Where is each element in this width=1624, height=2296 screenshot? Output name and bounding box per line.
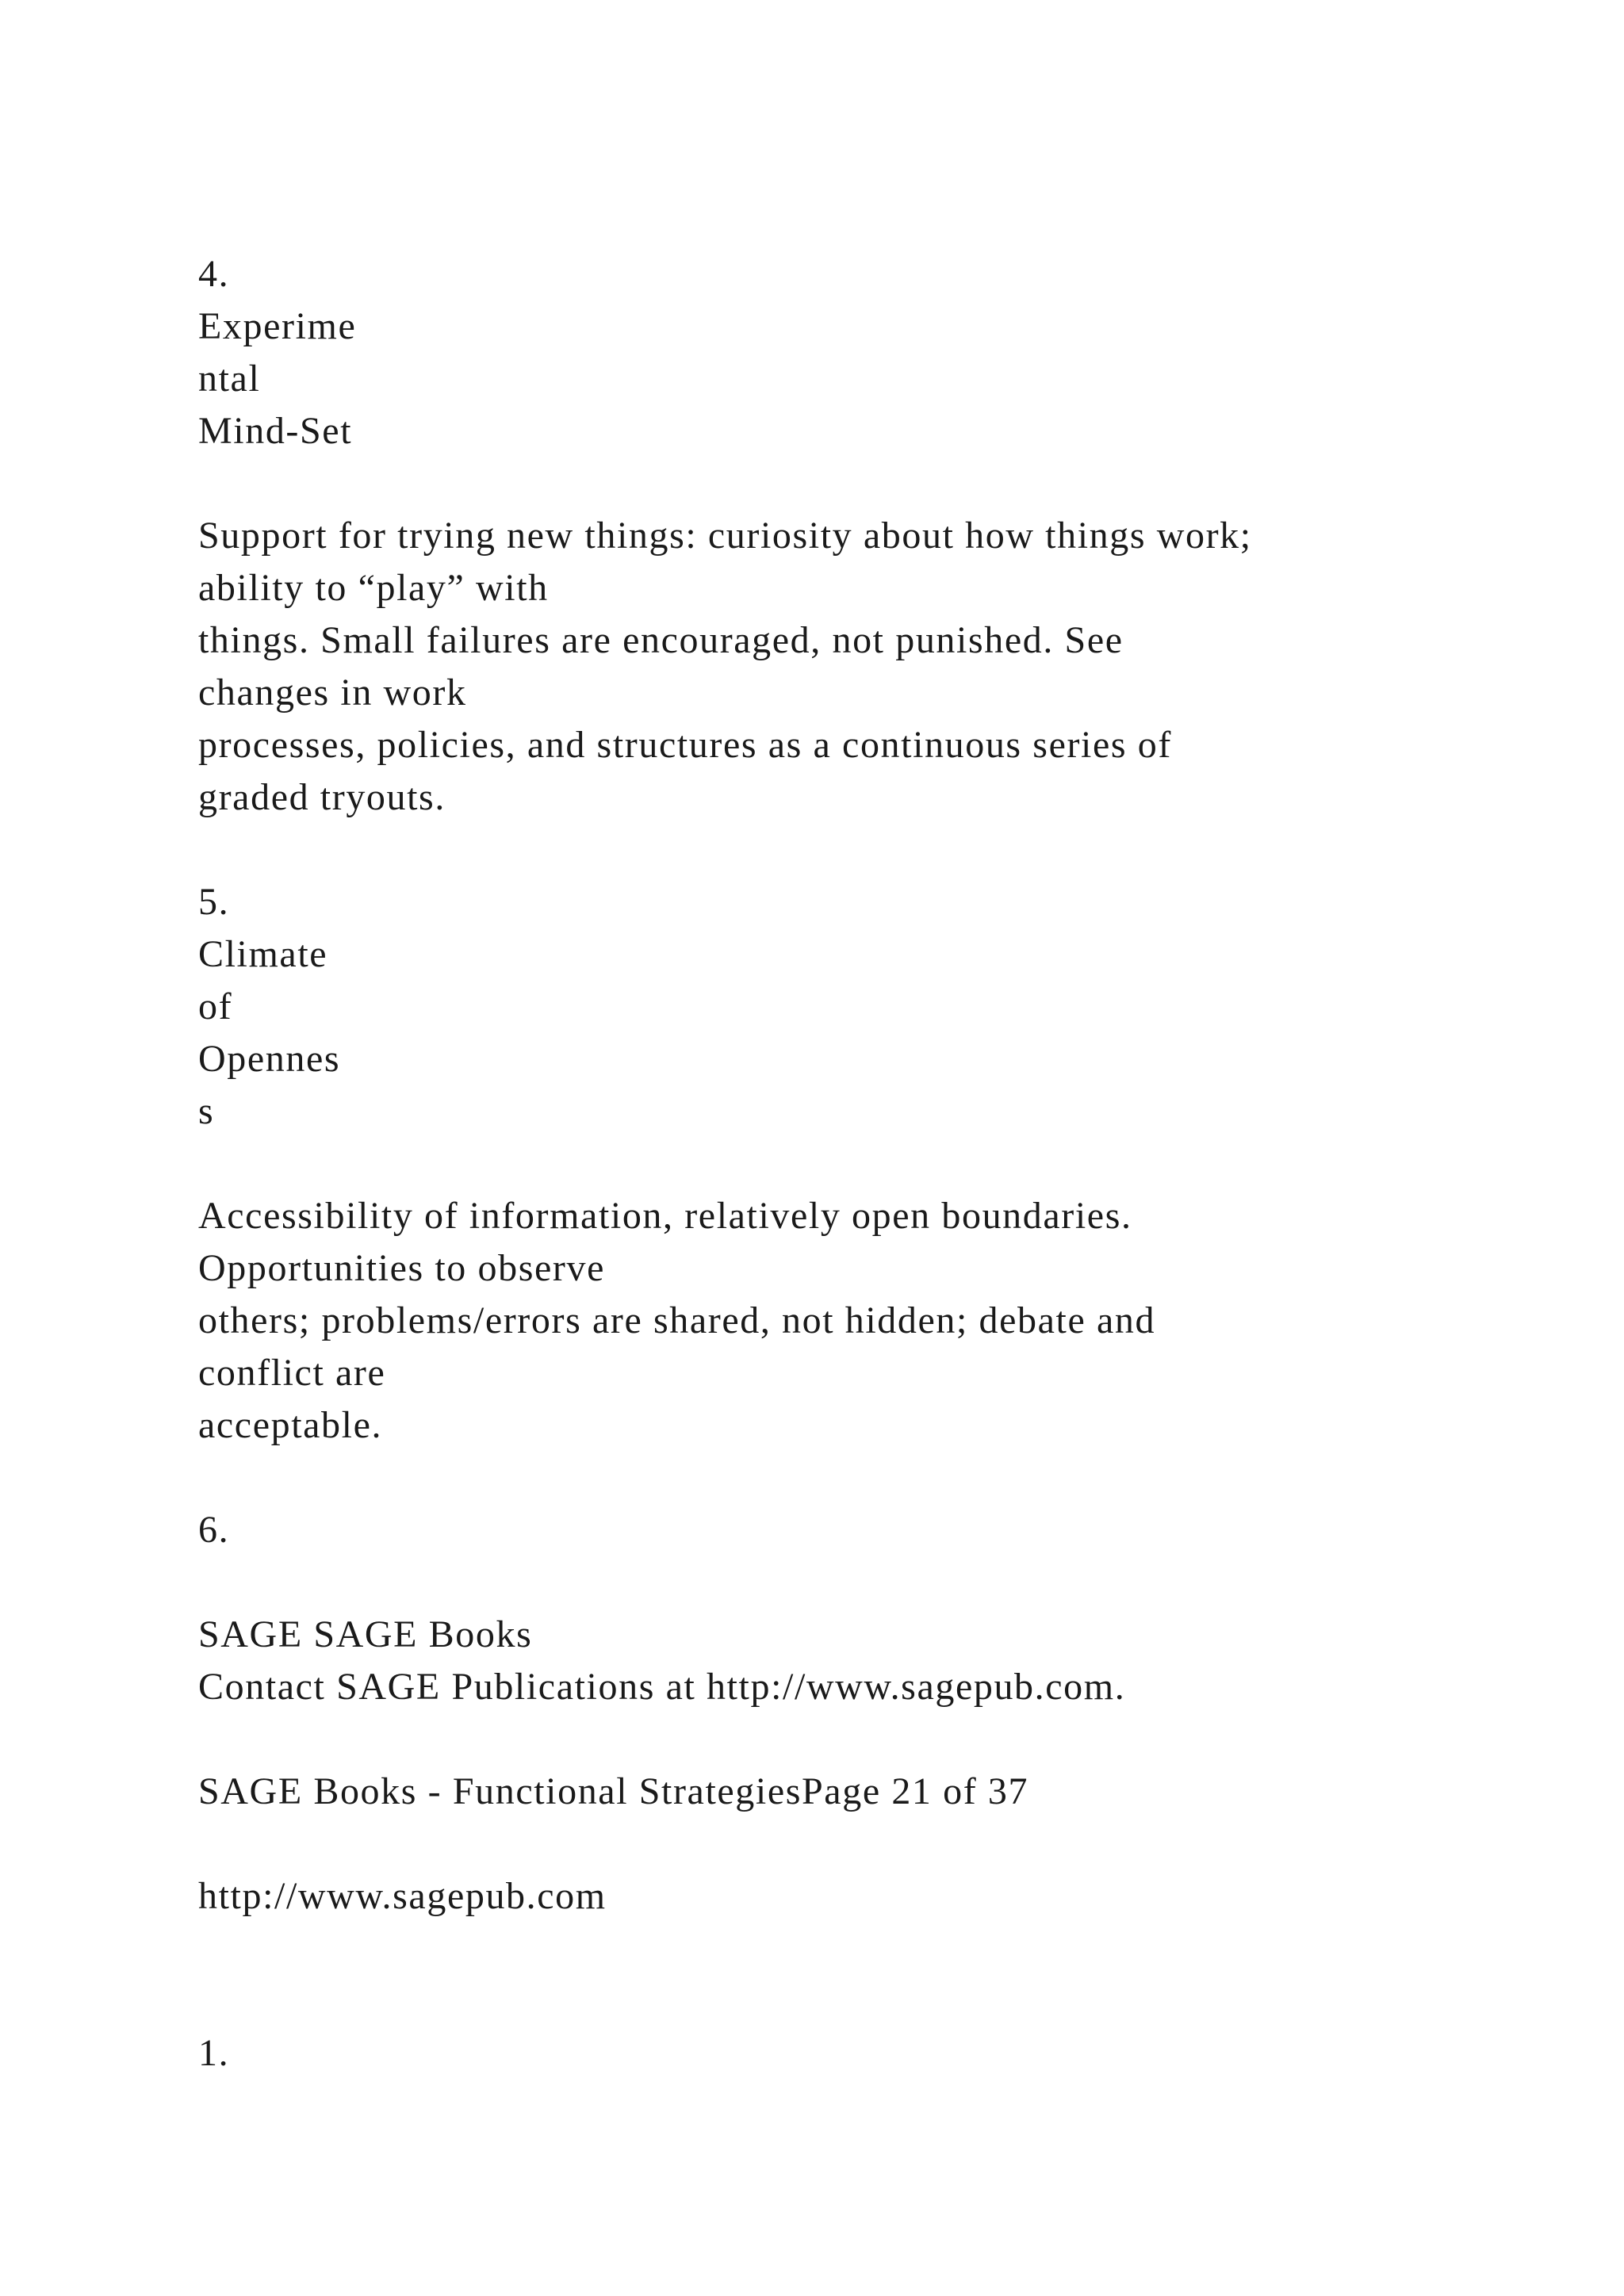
- next-item-number: 1.: [198, 2032, 230, 2074]
- item-6-number: 6.: [198, 1509, 230, 1551]
- item-5-number: 5.: [198, 881, 230, 923]
- item-5-heading-line-3: Opennes: [198, 1038, 341, 1080]
- item-4-heading-line-2: ntal: [198, 358, 261, 400]
- footer-contact: Contact SAGE Publications at http://www.sagepub.com.: [198, 1666, 1126, 1708]
- item-4-body-line-3: things. Small failures are encouraged, not punished. See: [198, 619, 1124, 661]
- item-5-body-line-2: Opportunities to observe: [198, 1247, 605, 1289]
- item-4-heading-line-1: Experime: [198, 305, 357, 347]
- item-5-heading-line-1: Climate: [198, 933, 328, 975]
- item-5-body-line-3: others; problems/errors are shared, not hidden; debate and: [198, 1299, 1156, 1341]
- item-4-body-line-2: ability to “play” with: [198, 567, 549, 609]
- item-4-number: 4.: [198, 253, 230, 295]
- footer-url: http://www.sagepub.com: [198, 1875, 607, 1917]
- footer-publisher: SAGE SAGE Books: [198, 1613, 533, 1655]
- item-5-body-line-5: acceptable.: [198, 1404, 383, 1446]
- item-4-body-line-5: processes, policies, and structures as a continuous series of: [198, 724, 1172, 766]
- item-5-body-line-4: conflict are: [198, 1352, 386, 1394]
- item-4-heading-line-3: Mind-Set: [198, 410, 353, 452]
- item-5-body-line-1: Accessibility of information, relatively open boundaries.: [198, 1195, 1132, 1237]
- footer-page-info: SAGE Books - Functional StrategiesPage 21 of 37: [198, 1770, 1029, 1812]
- item-4-body-line-1: Support for trying new things: curiosity about how things work;: [198, 515, 1252, 557]
- item-4-body-line-4: changes in work: [198, 672, 467, 714]
- item-5-heading-line-2: of: [198, 985, 233, 1027]
- item-5-heading-line-4: s: [198, 1090, 215, 1132]
- item-4-body-line-6: graded tryouts.: [198, 776, 446, 818]
